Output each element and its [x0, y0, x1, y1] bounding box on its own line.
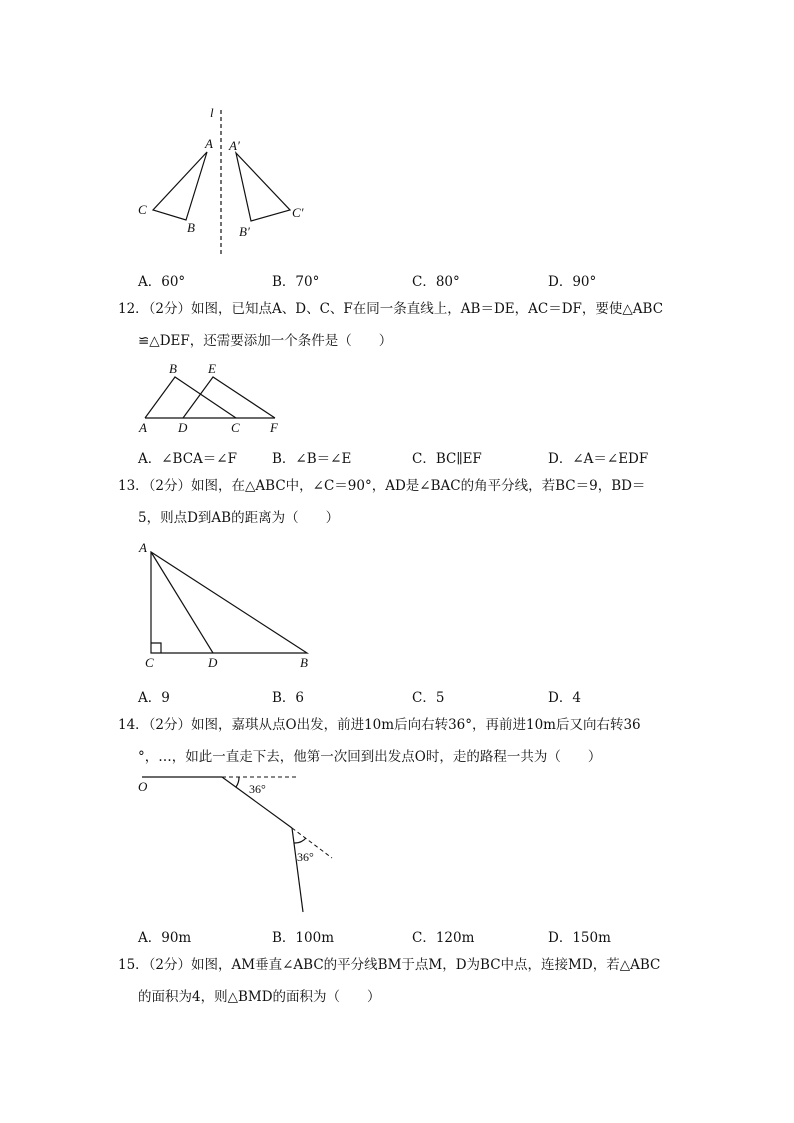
q13-option-b: B．6 [272, 690, 305, 706]
q12-option-b: B．∠B＝∠E [272, 451, 352, 467]
q15-stem-line1: 15．（2分）如图，AM垂直∠ABC的平分线BM于点M，D为BC中点，连接MD，若△ABC [118, 957, 661, 973]
q12-stem-line1: 12．（2分）如图，已知点A、D、C、F在同一条直线上，AB＝DE，AC＝DF，要使△ABC [118, 301, 664, 317]
angle-label-1: 36° [249, 782, 266, 796]
label-c-13: C [145, 655, 154, 670]
angle-arc-2 [294, 838, 306, 843]
label-l: l [210, 105, 214, 120]
label-a: A [205, 136, 213, 151]
q11-option-c: C．80° [412, 274, 460, 290]
q13-option-a: A．9 [138, 690, 170, 706]
label-d-12: D [178, 420, 188, 435]
q12-option-a: A．∠BCA＝∠F [138, 451, 237, 467]
angle-arc-1 [236, 777, 239, 787]
q13-stem-line2: 5，则点D到AB的距离为（ ） [138, 510, 340, 526]
label-a-prime: A′ [229, 138, 240, 153]
q12-option-d: D．∠A＝∠EDF [548, 451, 649, 467]
label-c: C [138, 202, 147, 217]
label-b-prime: B′ [239, 224, 250, 239]
q12-stem-line2: ≌△DEF，还需要添加一个条件是（ ） [138, 333, 393, 349]
label-c-12: C [231, 420, 240, 435]
label-b-12: B [169, 361, 177, 376]
q13-option-c: C．5 [412, 690, 445, 706]
label-b: B [187, 220, 195, 235]
q14-stem-line1: 14．（2分）如图，嘉琪从点O出发，前进10m后向右转36°，再前进10m后又向右转36 [118, 717, 641, 733]
label-f-12: F [270, 420, 278, 435]
path-segment-3 [292, 828, 303, 912]
q14-stem-line2: °，…，如此一直走下去，他第一次回到出发点O时，走的路程一共为（ ） [138, 749, 602, 765]
label-e-12: E [208, 361, 216, 376]
q11-option-b: B．70° [272, 274, 320, 290]
angle-label-2: 36° [297, 850, 314, 864]
q13-stem-line1: 13．（2分）如图，在△ABC中，∠C＝90°，AD是∠BAC的角平分线，若BC＝9，BD＝ [118, 478, 646, 494]
q15-stem-line2: 的面积为4，则△BMD的面积为（ ） [138, 989, 381, 1005]
label-c-prime: C′ [292, 205, 304, 220]
label-a-12: A [139, 420, 147, 435]
q11-option-a: A．60° [138, 274, 186, 290]
q14-option-a: A．90m [138, 930, 192, 946]
q14-option-d: D．150m [548, 930, 611, 946]
label-o: O [138, 779, 148, 794]
label-b-13: B [300, 655, 308, 670]
label-d-13: D [208, 655, 218, 670]
q12-option-c: C．BC∥EF [412, 451, 482, 467]
q13-option-d: D．4 [548, 690, 581, 706]
q14-option-b: B．100m [272, 930, 334, 946]
q11-option-d: D．90° [548, 274, 597, 290]
label-a-13: A [139, 540, 147, 555]
q14-option-c: C．120m [412, 930, 475, 946]
